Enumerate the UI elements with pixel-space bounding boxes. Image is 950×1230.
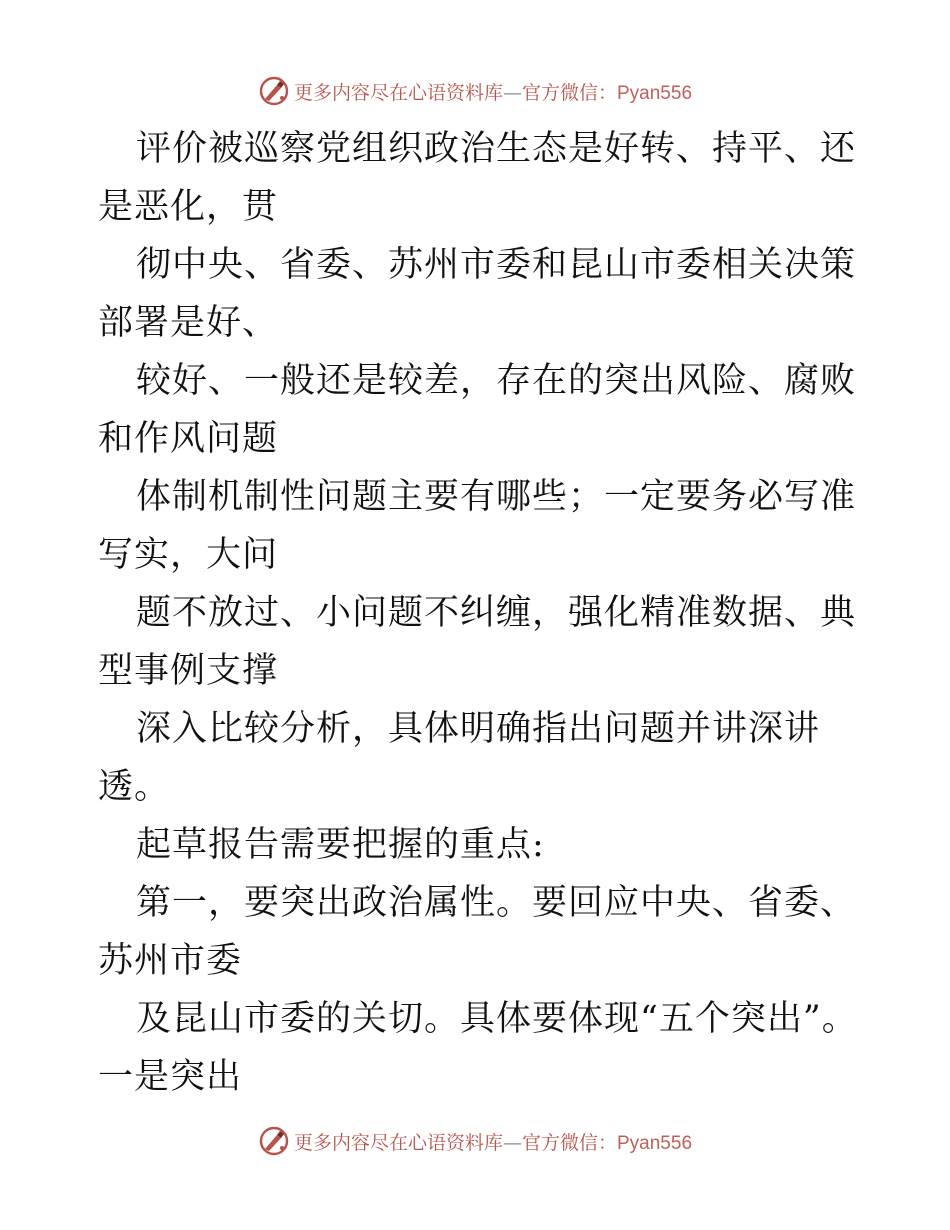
- paragraph: 题不放过、小问题不纠缠，强化精准数据、典型事例支撑: [98, 593, 857, 691]
- paragraph: 及昆山市委的关切。具体要体现“五个突出”。一是突出: [98, 999, 858, 1097]
- watermark-text: [294, 1128, 692, 1155]
- watermark-text: [294, 78, 692, 105]
- paragraph: 较好、一般还是较差，存在的突出风险、腐败和作风问题: [98, 361, 857, 459]
- document-body: [98, 120, 858, 1106]
- watermark-brand: 更多内容尽在心语资料库: [293, 1131, 503, 1154]
- header-watermark: [0, 71, 950, 111]
- watermark-separator: —: [502, 81, 522, 104]
- pen-logo-icon: [258, 75, 290, 107]
- pen-logo-icon: [258, 1125, 290, 1157]
- paragraph: 彻中央、省委、苏州市委和昆山市委相关决策部署是好、: [98, 245, 857, 343]
- watermark-separator: —: [502, 1131, 522, 1154]
- paragraph: 起草报告需要把握的重点:: [136, 825, 545, 865]
- watermark-id: Pyan556: [617, 82, 693, 104]
- paragraph: 第一，要突出政治属性。要回应中央、省委、苏州市委: [98, 883, 857, 981]
- watermark-brand: 更多内容尽在心语资料库: [293, 81, 503, 104]
- watermark-id: Pyan556: [617, 1132, 693, 1154]
- footer-watermark: [0, 1121, 950, 1161]
- paragraph: 深入比较分析，具体明确指出问题并讲深讲透。: [98, 709, 821, 807]
- paragraph: 评价被巡察党组织政治生态是好转、持平、还是恶化，贯: [98, 129, 857, 227]
- paragraph: 体制机制性问题主要有哪些；一定要务必写准写实，大问: [98, 477, 857, 575]
- watermark-contact: 官方微信：: [521, 1131, 617, 1154]
- watermark-contact: 官方微信：: [521, 81, 617, 104]
